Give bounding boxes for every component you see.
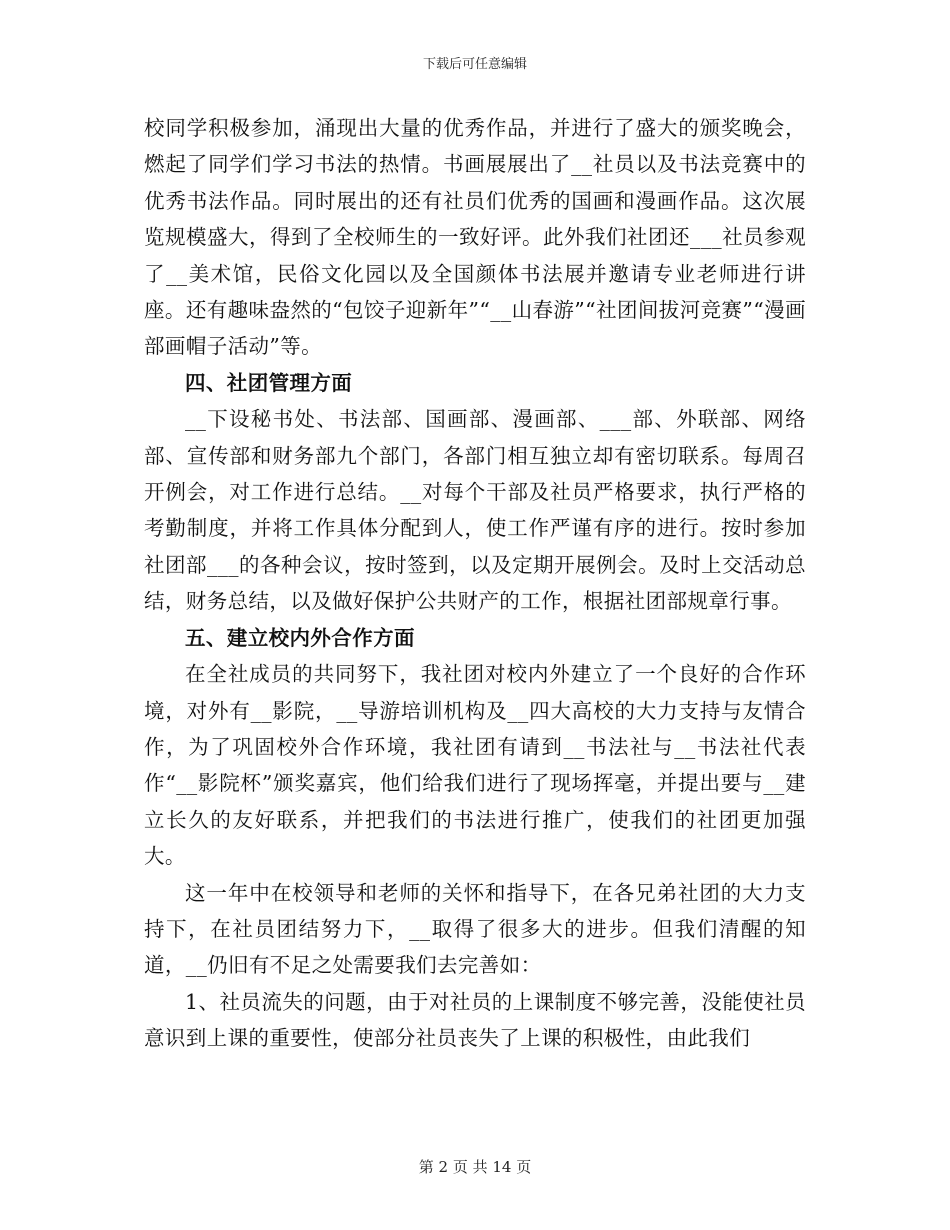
paragraph-continuation: 校同学积极参加，涌现出大量的优秀作品，并进行了盛大的颁奖晚会，燃起了同学们学习书法的热情。书画展展出了__社员以及书法竞赛中的优秀书法作品。同时展出的还有社员们优秀的国画和漫画作品。这次展览规模盛大，得到了全校师生的一致好评。此外我们社团还___社员参观了__美术馆，民俗文化园以及全国颜体书法展并邀请专业老师进行讲座。还有趣味盎然的“包饺子迎新年”“__山春游”“社团间拔河竞赛”“漫画部画帽子活动”等。 — [144, 116, 806, 359]
document-body — [144, 110, 806, 1057]
section-heading-cooperation: 五、建立校内外合作方面 — [185, 625, 415, 650]
paragraph-cooperation: 在全社成员的共同努下，我社团对校内外建立了一个良好的合作环境，对外有__影院，__导游培训机构及__四大高校的大力支持与友情合作，为了巩固校外合作环境，我社团有请到__书法社与__书法社代表作“__影院杯”颁奖嘉宾，他们给我们进行了现场挥毫，并提出要与__建立长久的友好联系，并把我们的书法进行推广，使我们的社团更加强大。 — [144, 662, 806, 869]
paragraph-issue-1: 1、社员流失的问题，由于对社员的上课制度不够完善，没能使社员意识到上课的重要性，使部分社员丧失了上课的积极性，由此我们 — [144, 989, 806, 1051]
paragraph-summary: 这一年中在校领导和老师的关怀和指导下，在各兄弟社团的大力支持下，在社员团结努力下，__取得了很多大的进步。但我们清醒的知道，__仍旧有不足之处需要我们去完善如： — [144, 880, 806, 978]
section-heading-management: 四、社团管理方面 — [185, 370, 353, 395]
page-number: 第 2 页 共 14 页 — [418, 1158, 532, 1176]
page-header: 下载后可任意编辑 — [422, 57, 527, 72]
paragraph-management: __下设秘书处、书法部、国画部、漫画部、___部、外联部、网络部、宣传部和财务部九个部门，各部门相互独立却有密切联系。每周召开例会，对工作进行总结。__对每个干部及社员严格要求，执行严格的考勤制度，并将工作具体分配到人，使工作严谨有序的进行。按时参加社团部___的各种会议，按时签到，以及定期开展例会。及时上交活动总结，财务总结，以及做好保护公共财产的工作，根据社团部规章行事。 — [144, 407, 806, 614]
